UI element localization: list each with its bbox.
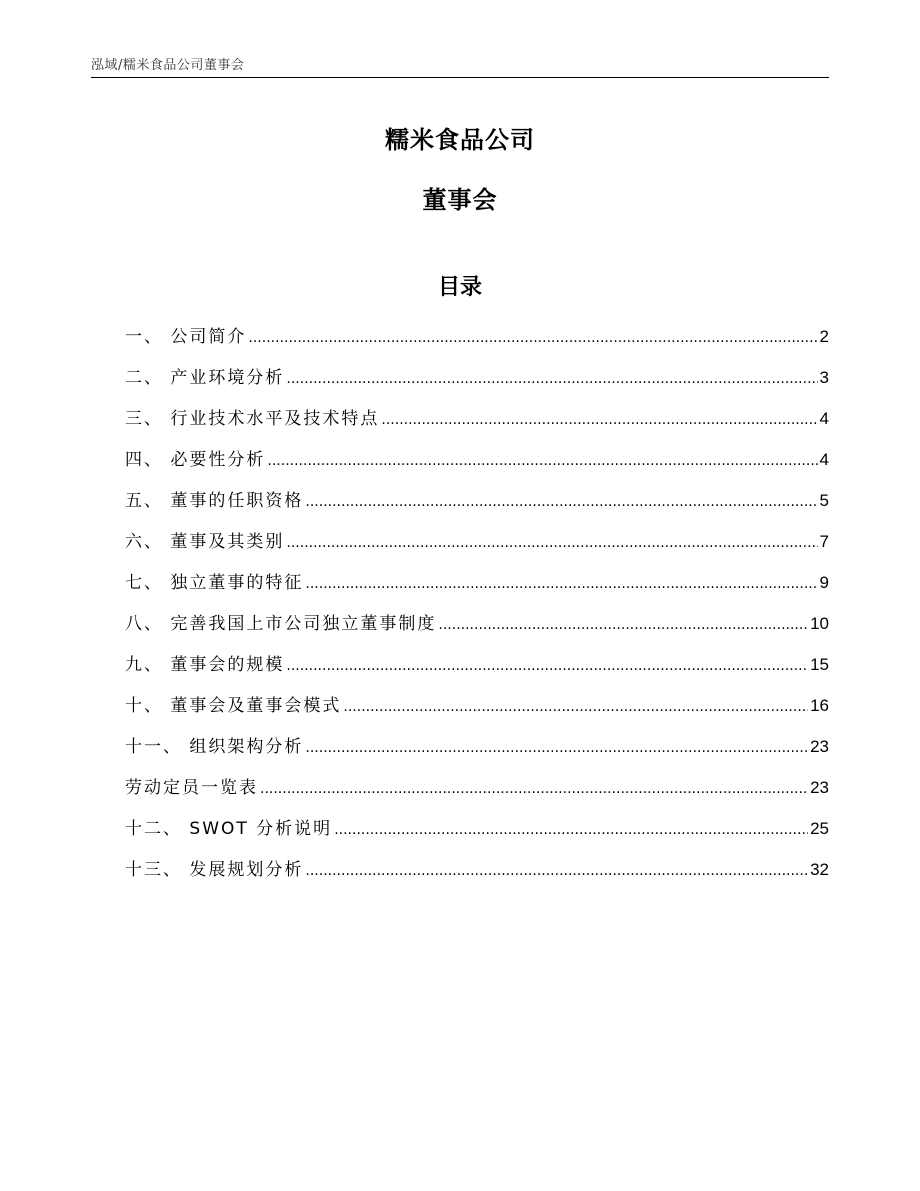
toc-entry-page: 16	[810, 696, 829, 715]
toc-entry-page: 5	[819, 491, 829, 510]
toc-dot-leader	[260, 781, 808, 797]
toc-entry[interactable]	[125, 322, 829, 363]
toc-entry-page: 23	[810, 737, 829, 756]
toc-entry[interactable]	[125, 363, 829, 404]
toc-entry-label: 四、 必要性分析	[125, 450, 266, 470]
table-of-contents	[125, 322, 829, 896]
toc-dot-leader	[286, 371, 817, 387]
toc-dot-leader	[286, 658, 808, 674]
toc-entry[interactable]	[125, 650, 829, 691]
toc-entry-label: 十一、 组织架构分析	[125, 737, 304, 757]
toc-entry[interactable]	[125, 732, 829, 773]
toc-entry[interactable]	[125, 691, 829, 732]
toc-entry-page: 10	[810, 614, 829, 633]
toc-entry-label: 十、 董事会及董事会模式	[125, 696, 342, 716]
toc-entry-page: 25	[810, 819, 829, 838]
toc-entry-label: 劳动定员一览表	[125, 778, 258, 798]
running-header: 泓域/糯米食品公司董事会	[91, 58, 245, 73]
toc-entry-label: 一、 公司简介	[125, 327, 247, 347]
toc-entry[interactable]	[125, 773, 829, 814]
toc-entry[interactable]	[125, 855, 829, 896]
toc-entry-label: 八、 完善我国上市公司独立董事制度	[125, 614, 437, 634]
toc-entry-page: 4	[819, 409, 829, 428]
toc-entry-page: 7	[819, 532, 829, 551]
toc-dot-leader	[305, 863, 808, 879]
toc-entry-page: 2	[819, 327, 829, 346]
toc-entry-page: 9	[819, 573, 829, 592]
toc-dot-leader	[305, 740, 808, 756]
document-subtitle: 董事会	[422, 186, 498, 214]
header-divider	[91, 77, 829, 78]
toc-entry-page: 23	[810, 778, 829, 797]
toc-dot-leader	[286, 535, 817, 551]
toc-entry[interactable]	[125, 404, 829, 445]
toc-entry-label: 十三、 发展规划分析	[125, 860, 304, 880]
toc-entry-label: 二、 产业环境分析	[125, 368, 285, 388]
toc-entry-label: 九、 董事会的规模	[125, 655, 285, 675]
toc-entry-page: 32	[810, 860, 829, 879]
toc-dot-leader	[305, 494, 817, 510]
toc-dot-leader	[305, 576, 817, 592]
toc-dot-leader	[267, 453, 817, 469]
toc-entry[interactable]	[125, 527, 829, 568]
toc-entry[interactable]	[125, 814, 829, 855]
toc-entry[interactable]	[125, 445, 829, 486]
toc-entry-label: 七、 独立董事的特征	[125, 573, 304, 593]
toc-entry-label: 五、 董事的任职资格	[125, 491, 304, 511]
toc-dot-leader	[334, 822, 808, 838]
toc-dot-leader	[248, 330, 817, 346]
toc-heading: 目录	[437, 275, 482, 300]
toc-entry[interactable]	[125, 568, 829, 609]
toc-entry-label: 十二、 SWOT 分析说明	[125, 819, 333, 839]
toc-entry[interactable]	[125, 486, 829, 527]
toc-entry-page: 3	[819, 368, 829, 387]
toc-dot-leader	[438, 617, 808, 633]
toc-entry-page: 4	[819, 450, 829, 469]
toc-dot-leader	[381, 412, 817, 428]
toc-dot-leader	[343, 699, 808, 715]
toc-entry-page: 15	[810, 655, 829, 674]
toc-entry-label: 六、 董事及其类别	[125, 532, 285, 552]
toc-entry[interactable]	[125, 609, 829, 650]
document-title: 糯米食品公司	[385, 126, 535, 154]
toc-entry-label: 三、 行业技术水平及技术特点	[125, 409, 380, 429]
